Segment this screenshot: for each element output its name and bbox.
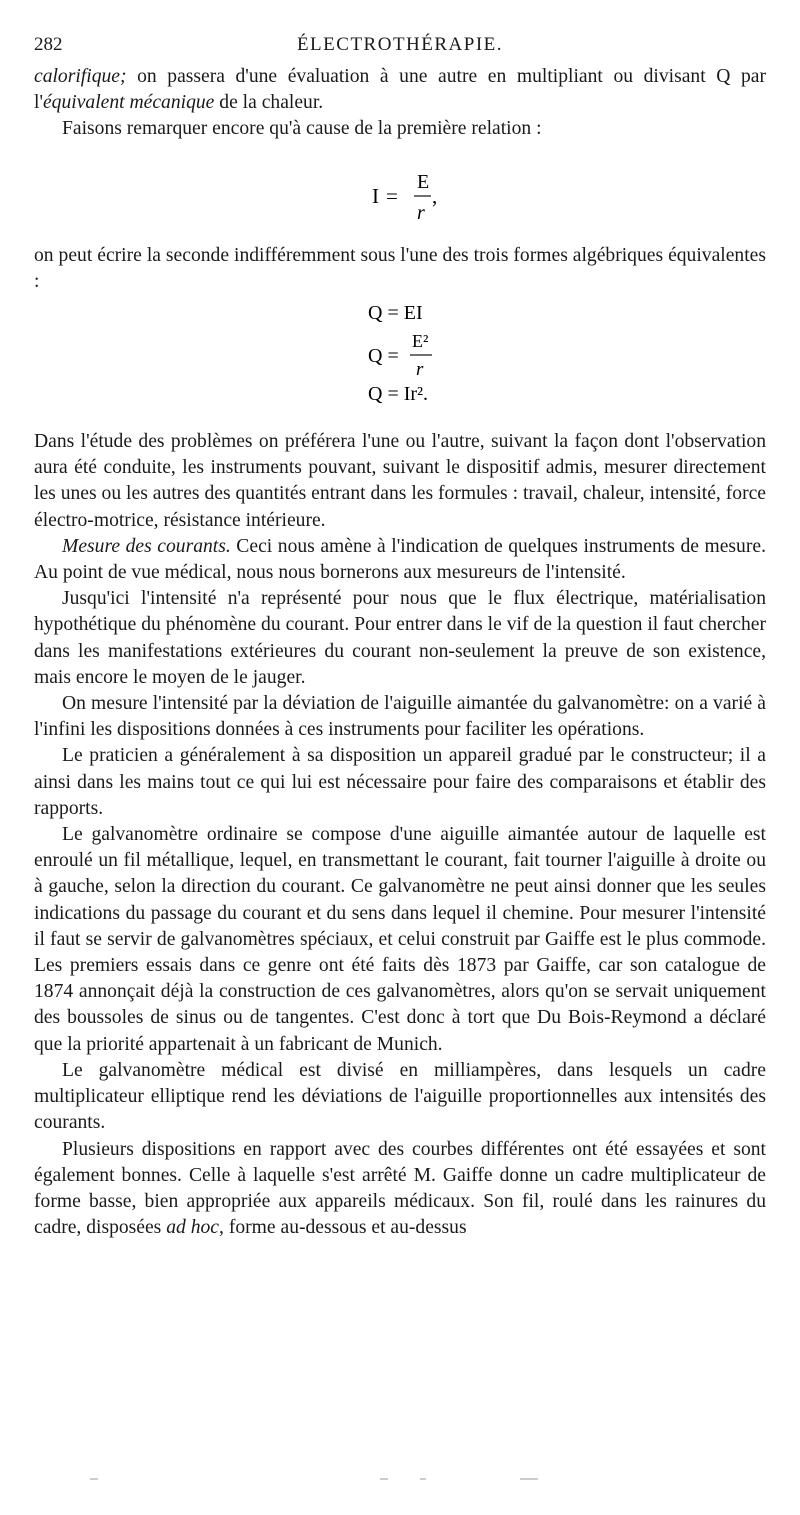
paragraph-6: Jusqu'ici l'intensité n'a représenté pour nous que le flux électrique, matérialisation hypothétique du phénomène du courant. Pour entrer dans le vif de la question il faut chercher dans les manifestations extérieures du courant non-seulement la preuve de son existence, mais encore le moyen de le jauger. <box>34 588 766 688</box>
spacer <box>34 407 766 429</box>
paragraph-2: Faisons remarquer encore qu'à cause de la première relation : <box>62 118 542 140</box>
paragraph-text: Plusieurs dispositions en rapport avec des courbes différentes ont été essayées et sont également bonnes. Celle à laquelle s'est arrêté M. Gaiffe donne un cadre multiplicateur de forme basse, bien appropriée aux appareils médicaux. Son fil, roulé dans les rainures du cadre, disposées <box>34 1138 766 1239</box>
eq-lhs: I <box>372 183 379 208</box>
page-number: 282 <box>34 34 63 55</box>
eq-equals: = <box>386 183 398 208</box>
paragraph-7: On mesure l'intensité par la déviation de l'aiguille aimantée du galvanomètre: on a varié à l'infini les dispositions données à ces instruments pour faciliter les opérations. <box>34 693 766 741</box>
paragraph-9: Le galvanomètre ordinaire se compose d'une aiguille aimantée autour de laquelle est enroulé un fil métallique, lequel, en transmettant le courant, fait tourner l'aiguille à droite ou à gauche, selon la direction du courant. Ce galvanomètre ne peut ainsi donner que les seules indications du passage du courant et du sens dans lequel il chemine. Pour mesurer l'intensité il faut se servir de galvanomètres spéciaux, et celui construit par Gaiffe est le plus commode. Les premiers essais dans ce genre ont été faits dès 1873 par Gaiffe, car son catalogue de 1874 annonçait déjà la construction de ces galvanomètres, alors qu'on se servait uniquement des boussoles de sinus ou de tangentes. C'est donc à tort que Du Bois-Reymond a déclaré que la priorité appartenait à un fabricant de Munich. <box>34 824 766 1055</box>
eq-q-denominator: r <box>416 359 424 381</box>
eq-q-ei: Q = EI <box>368 302 423 325</box>
scan-specks <box>0 1474 800 1484</box>
eq-q-lhs: Q = <box>368 345 399 368</box>
page-body <box>34 64 766 1241</box>
paragraph-1 <box>34 64 766 116</box>
equation-i-over-r <box>34 143 766 243</box>
paragraph-text: , forme au-dessous et au-dessus <box>219 1217 467 1239</box>
paragraph-text: on passera d'une évaluation à une autre en multipliant ou divisant Q par l' <box>34 66 766 114</box>
three-forms <box>34 295 766 407</box>
paragraph-5 <box>34 534 766 586</box>
paragraph-4: Dans l'étude des problèmes on préférera l'une ou l'autre, suivant la façon dont l'observation aura été conduite, les instruments pouvant, suivant le dispositif admis, mesurer directement les unes ou les autres des quantités entrant dans les formules : travail, chaleur, intensité, force électro-motrice, résistance intérieure. <box>34 431 766 531</box>
paragraph-text: Ceci nous amène à l'indication de quelques instruments de mesure. Au point de vue médical, nous nous bornerons aux mesureurs de l'intensité. <box>34 535 766 584</box>
eq-denominator: r <box>417 201 425 224</box>
paragraph-10: Le galvanomètre médical est divisé en milliampères, dans lesquels un cadre multiplicateur elliptique rend les déviations de l'aiguille proportionnelles aux intensités des courants. <box>34 1059 766 1134</box>
running-title: ÉLECTROTHÉRAPIE. <box>296 34 504 55</box>
section-heading: Mesure des courants. <box>62 535 231 557</box>
paragraph-8: Le praticien a généralement à sa disposition un appareil gradué par le constructeur; il a ainsi dans les mains tout ce qui lui est nécessaire pour faire des comparaisons et établir des rapports. <box>34 745 766 819</box>
eq-numerator: E <box>417 170 430 193</box>
italic-term: équivalent mécanique <box>42 92 215 114</box>
italic-term: calorifique; <box>34 66 127 87</box>
equation-intensity <box>34 143 766 243</box>
paragraph-3: on peut écrire la seconde indifféremment sous l'une des trois formes algébriques équivalentes : <box>34 244 766 292</box>
paragraph-text: de la chaleur. <box>214 92 324 114</box>
eq-q-numerator: E² <box>412 331 429 352</box>
italic-term: ad hoc <box>166 1217 220 1239</box>
equations-block <box>34 295 766 407</box>
paragraph-11 <box>34 1137 766 1242</box>
eq-q-ir2: Q = Ir². <box>368 383 429 406</box>
eq-comma: , <box>432 183 438 208</box>
page-header <box>34 34 766 58</box>
